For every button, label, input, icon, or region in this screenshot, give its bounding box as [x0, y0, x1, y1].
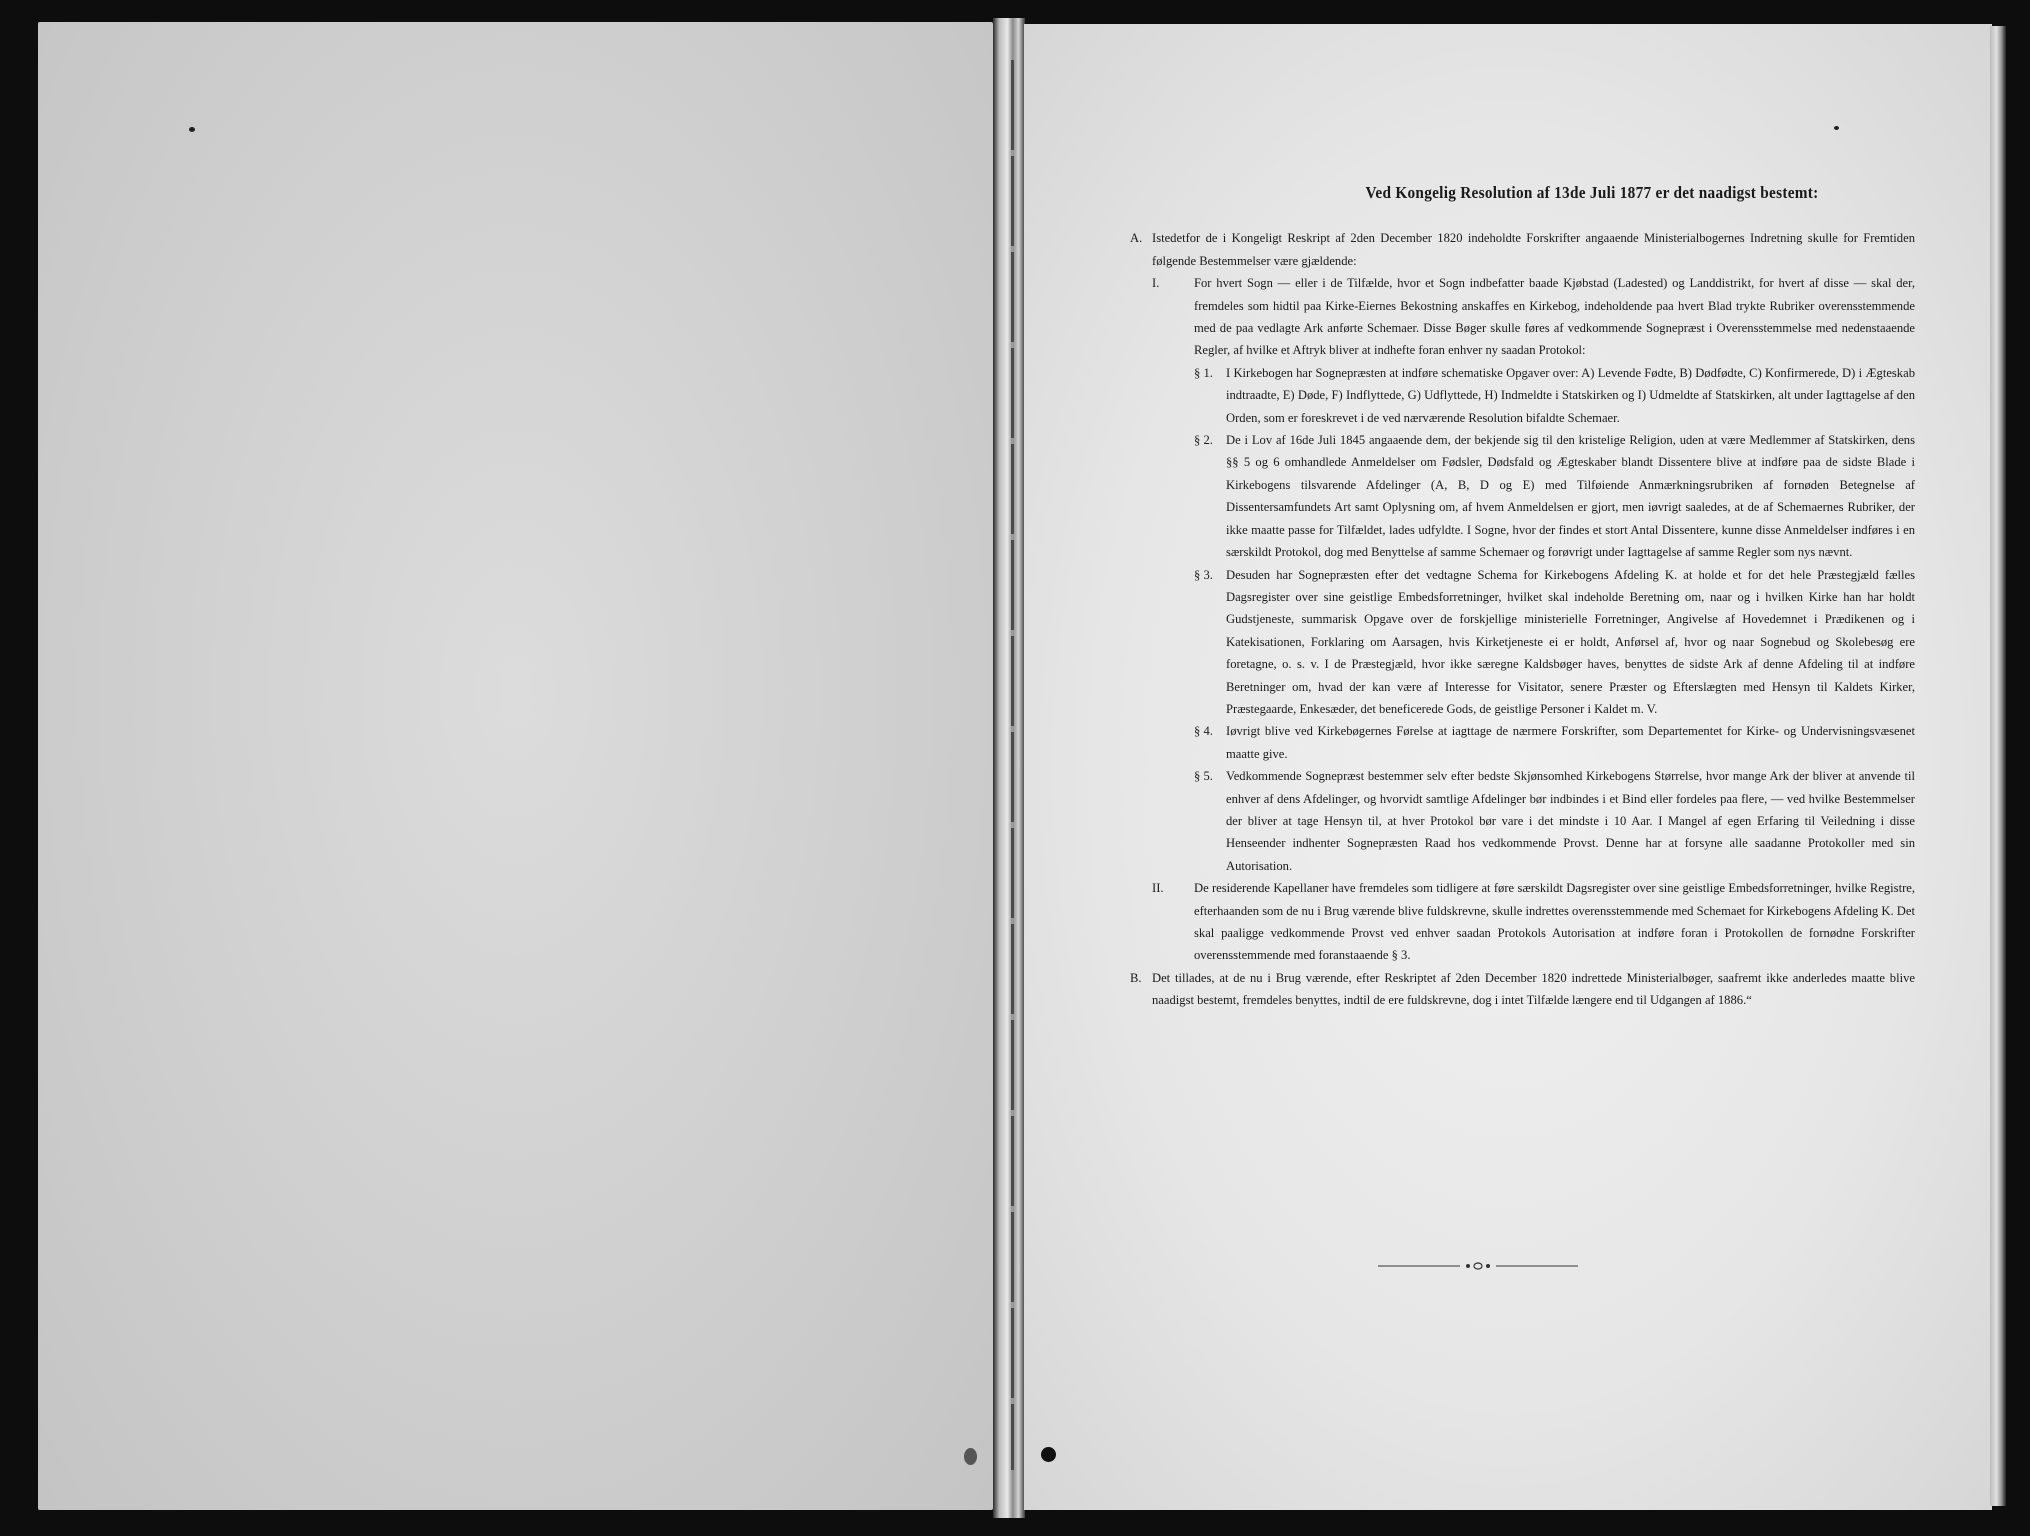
- paragraph-4: [1194, 720, 1915, 765]
- paragraph-text: Iøvrigt blive ved Kirkebøgernes Førelse at iagttage de nærmere Forskrifter, som Departementet for Kirke- og Undervisningsvæsenet maatte give.: [1226, 724, 1915, 761]
- section-label: II.: [1152, 881, 1164, 896]
- paragraph-text: I Kirkebogen har Sognepræsten at indføre schematiske Opgaver over: A) Levende Fødte, B) Dødfødte, C) Konfirmerede, D) i Ægteskab indtraadte, E) Døde, F) Indflyttede, G) Udflyttede, H) Indmeldte i Statskirken og I) Udmeldte af Statskirken, alt under Iagttagelse af den Orden, som er foreskrevet i de ved nærværende Resolution bifaldte Schemaer.: [1226, 365, 1915, 425]
- resolution-text: [1130, 182, 1915, 1012]
- hole-mark: [1041, 1447, 1056, 1462]
- page-edge: [1990, 26, 2006, 1506]
- speck-mark: [189, 127, 195, 132]
- paragraph-label: § 3.: [1194, 567, 1213, 582]
- paragraph-label: § 5.: [1194, 769, 1213, 784]
- section-a: [1130, 227, 1915, 272]
- ornament-divider: [1378, 1260, 1578, 1272]
- section-text: For hvert Sogn — eller i de Tilfælde, hvor et Sogn indbefatter baade Kjøbstad (Ladested) og Landdistrikt, for hvert af disse — skal der, fremdeles som hidtil paa Kirke-Eiernes Bekostning anskaffes en Kirkebog, indeholdende paa hvert Blad trykte Rubriker overensstemmende med de paa vedlagte Ark anførte Schemaer. Disse Bøger skulle føres af vedkommende Sognepræst i Overensstemmelse med nedenstaaende Regler, af hvilke et Aftryk bliver at indhefte foran enhver ny saadan Protokol:: [1194, 276, 1915, 358]
- section-text: Det tillades, at de nu i Brug værende, efter Reskriptet af 2den December 1820 indrettede Ministerialbøger, saafremt ikke anderledes maatte blive naadigst bestemt, fremdeles benyttes, indtil de ere fuldskrevne, dog i intet Tilfælde længere end til Udgangen af 1886.“: [1152, 970, 1915, 1008]
- section-label: B.: [1130, 970, 1142, 985]
- paragraph-text: Desuden har Sognepræsten efter det vedtagne Schema for Kirkebogens Afdeling K. at holde et for det hele Præstegjæld fælles Dagsregister over sine geistlige Embedsforretninger, hvilket skal indeholde Beretning om, naar og i hvilken Kirke han har holdt Gudstjeneste, summarisk Opgave over de forskjellige ministerielle Forretninger, Angivelse af Hovedemnet i Prædikenen og i Katekisationen, Forklaring om Aarsagen, hvis Kirketjeneste ei er holdt, Anførsel af, hvor og naar Sognebud og Skolebesøg ere foretagne, o. s. v. I de Præstegjæld, hvor ikke særegne Kaldsbøger haves, benyttes de sidste Ark af denne Afdeling til at indføre Beretninger om, hvad der kan være af Interesse for Visitator, senere Præster og Efterslægten med Hensyn til Kaldets Kirker, Præstegaarde, Enkesæder, det beneficerede Gods, de geistlige Personer i Kaldet m. V.: [1226, 567, 1915, 716]
- hole-mark: [964, 1448, 977, 1465]
- paragraph-label: § 2.: [1194, 433, 1213, 448]
- section-text: De residerende Kapellaner have fremdeles som tidligere at føre særskildt Dagsregister over sine geistlige Embedsforretninger, hvilke Registre, efterhaanden som de nu i Brug værende blive fuldskrevne, skulle indrettes overensstemmende med Schemaet for Kirkebogens Afdeling K. Det skal paaligge vedkommende Provst ved enhver saadan Protokols Autorisation at indføre foran i Protokollen de fornødne Forskrifter overensstemmende med foranstaaende § 3.: [1194, 881, 1915, 963]
- section-b: [1130, 967, 1915, 1012]
- binding-thread: [1011, 60, 1014, 1470]
- paragraph-label: § 1.: [1194, 365, 1213, 380]
- paragraph-text: De i Lov af 16de Juli 1845 angaaende dem, der bekjende sig til den kristelige Religion, uden at være Medlemmer af Statskirken, dens §§ 5 og 6 omhandlede Anmeldelser om Fødsler, Dødsfald og Ægteskaber blandt Dissentere blive at indføre paa de sidste Blade i Kirkebogens tilsvarende Afdelinger (A, B, D og E) med Tilføiende Anmærkningsrubriken af fornøden Betegnelse af Dissentersamfundets Art samt Oplysning om, af hvem Anmeldelsen er gjort, men iøvrigt saaledes, at de af Schemaernes Rubriker, der ikke maatte passe for Tilfældet, lades udfyldte. I Sogne, hvor der findes et stort Antal Dissentere, kunne disse Anmeldelser indføres i en særskildt Protokol, dog med Benyttelse af samme Schemaer og forøvrigt under Iagttagelse af samme Regler som nys nævnt.: [1226, 433, 1915, 560]
- paragraph-3: [1194, 564, 1915, 721]
- section-text: Istedetfor de i Kongeligt Reskript af 2den December 1820 indeholdte Forskrifter angaaende Ministerialbogernes Indretning skulle for Fremtiden følgende Bestemmelser være gjældende:: [1152, 231, 1915, 268]
- paragraph-text: Vedkommende Sognepræst bestemmer selv efter bedste Skjønsomhed Kirkebogens Størrelse, hvor mange Ark der bliver at anvende til enhver af dens Afdelinger, og hvorvidt samtlige Afdelinger bør indbindes i et Bind eller fordeles paa flere, — ved hvilke Bestemmelser der bliver at tage Hensyn til, at hver Protokol bør vare i det mindste i 10 Aar. I Mangel af egen Erfaring til Veiledning i disse Henseender indhenter Sognepræsten Raad hos vedkommende Provst. Denne har at forsyne alle saadanne Protokoller med sin Autorisation.: [1226, 769, 1915, 873]
- page-title: Ved Kongelig Resolution af 13de Juli 1877 er det naadigst bestemt:: [1365, 183, 1819, 202]
- section-i: [1152, 272, 1915, 362]
- section-label: I.: [1152, 276, 1160, 291]
- book-spine: [993, 18, 1025, 1518]
- paragraph-1: [1194, 362, 1915, 429]
- section-label: A.: [1130, 231, 1143, 246]
- left-page-blank: [38, 22, 993, 1510]
- section-ii: [1152, 877, 1915, 967]
- paragraph-5: [1194, 765, 1915, 877]
- paragraph-2: [1194, 429, 1915, 563]
- speck-mark: [1834, 126, 1839, 130]
- paragraph-label: § 4.: [1194, 724, 1213, 739]
